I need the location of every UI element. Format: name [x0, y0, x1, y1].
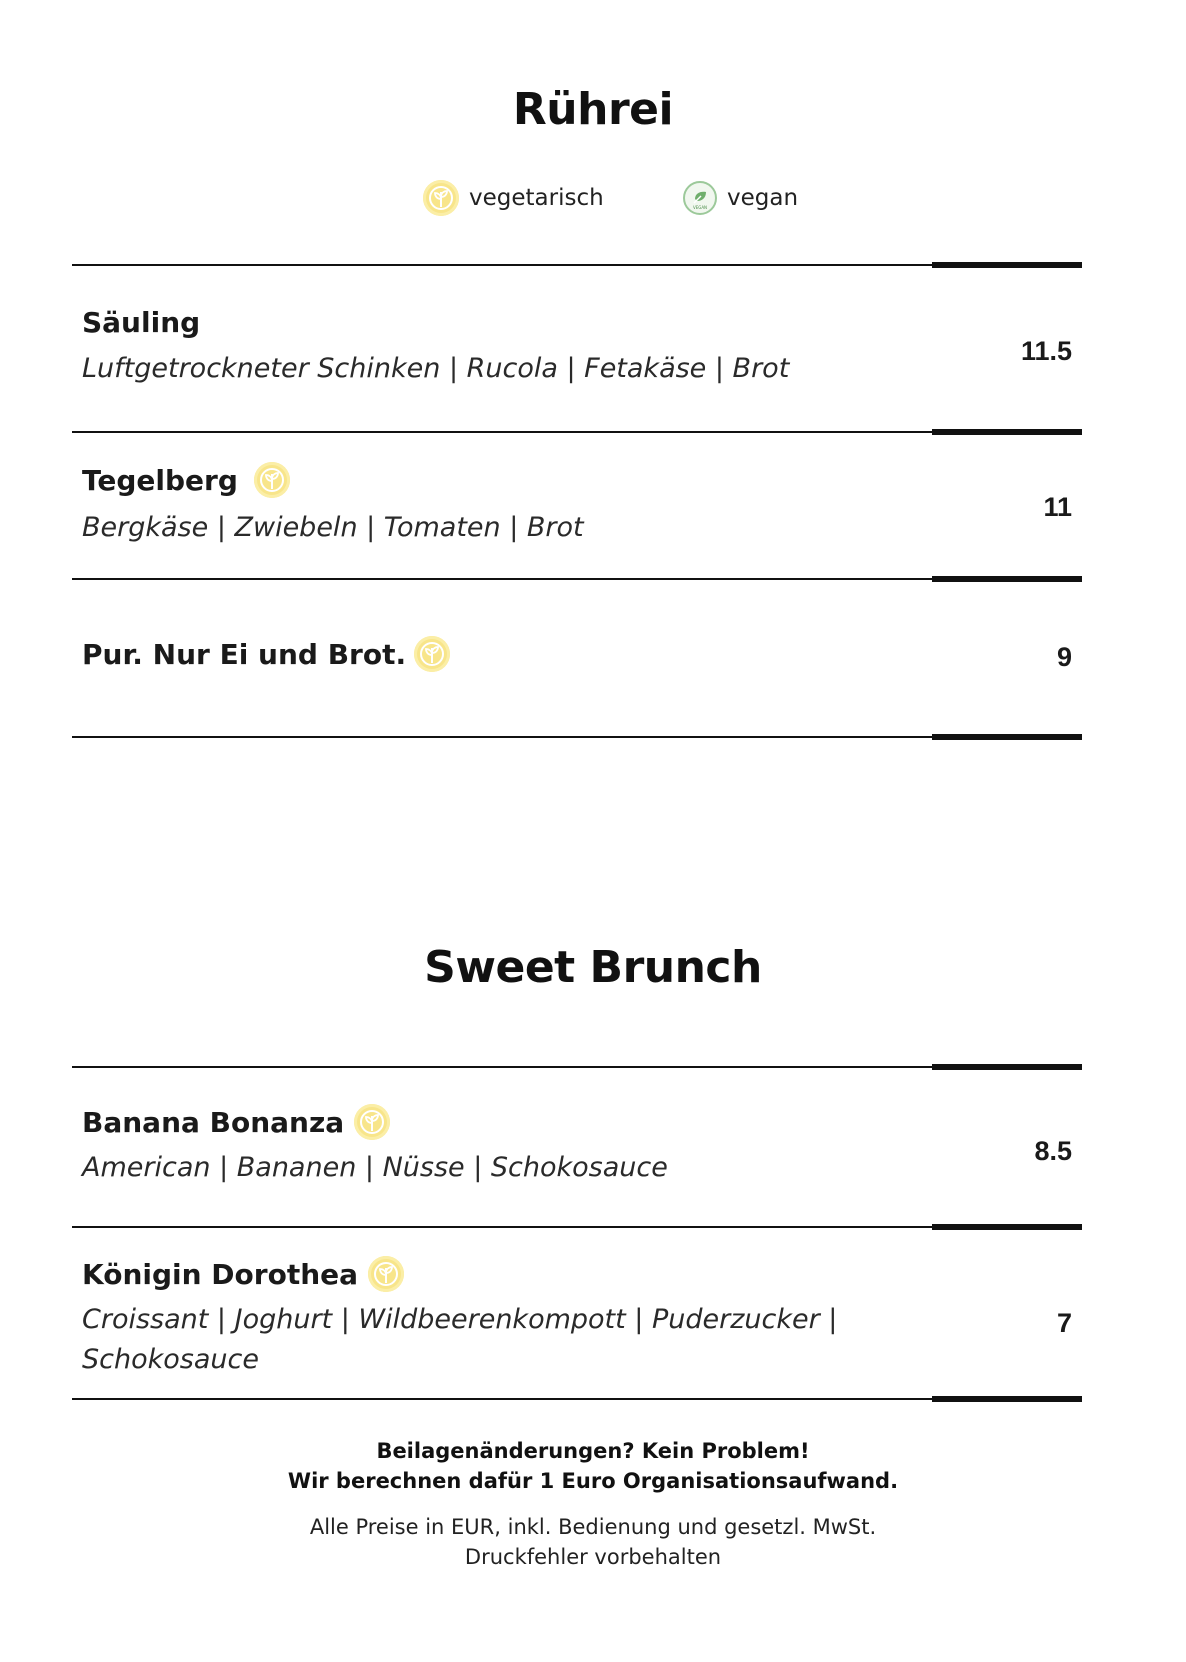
legend-vegetarian — [423, 178, 604, 218]
divider — [72, 431, 1082, 433]
menu-item-price: 9 — [1056, 642, 1072, 672]
menu-item-name: Banana Bonanza — [82, 1104, 1082, 1140]
menu-item-price: 8.5 — [1034, 1136, 1072, 1166]
divider — [72, 264, 1082, 266]
menu-item-name: Königin Dorothea — [82, 1256, 1082, 1292]
divider — [72, 736, 1082, 738]
footer-line: Druckfehler vorbehalten — [464, 1545, 722, 1569]
menu-item-name: Tegelberg — [82, 462, 1082, 498]
divider — [72, 1066, 1082, 1068]
menu-item-description-line: Schokosauce — [82, 1344, 259, 1375]
diet-legend — [0, 178, 1186, 218]
menu-item-koenigin-dorothea — [82, 1256, 1082, 1380]
menu-item-name: Pur. Nur Ei und Brot. — [82, 636, 1082, 672]
footer-side-change-note — [0, 1436, 1186, 1496]
divider-accent — [932, 1224, 1082, 1230]
menu-item-name: Säuling — [82, 306, 201, 339]
menu-item-pur — [82, 636, 1082, 672]
legend-vegan — [683, 178, 798, 218]
vegetarian-icon — [423, 180, 459, 216]
menu-item-price: 7 — [1056, 1308, 1072, 1338]
divider-accent — [932, 1396, 1082, 1402]
divider-accent — [932, 734, 1082, 740]
divider — [72, 1398, 1082, 1400]
vegan-icon — [683, 181, 717, 215]
section-title-ruehrei: Rührei — [512, 84, 674, 135]
footer-line: Alle Preise in EUR, inkl. Bedienung und gesetzl. MwSt. — [309, 1515, 877, 1539]
vegetarian-icon — [354, 1104, 390, 1140]
vegetarian-icon — [414, 636, 450, 672]
divider — [72, 578, 1082, 580]
divider-accent — [932, 1064, 1082, 1070]
menu-item-description: American | Bananen | Nüsse | Schokosauce — [82, 1152, 668, 1183]
vegetarian-icon — [368, 1256, 404, 1292]
divider-accent — [932, 429, 1082, 435]
vegetarian-icon — [254, 462, 290, 498]
menu-item-description-line: Croissant | Joghurt | Wildbeerenkompott | Puderzucker | — [82, 1304, 838, 1335]
legend-vegetarian-label: vegetarisch — [469, 185, 604, 211]
legend-vegan-label: vegan — [727, 185, 799, 211]
menu-item-description: Bergkäse | Zwiebeln | Tomaten | Brot — [82, 512, 584, 543]
menu-item-banana-bonanza — [82, 1104, 1082, 1188]
footer-line: Wir berechnen dafür 1 Euro Organisationsaufwand. — [287, 1469, 899, 1493]
menu-item-price: 11.5 — [1020, 336, 1072, 366]
section-title-sweet-brunch: Sweet Brunch — [424, 942, 762, 993]
menu-item-tegelberg — [82, 462, 1082, 548]
footer-line: Beilagenänderungen? Kein Problem! — [376, 1439, 810, 1463]
vegan-badge-text: VEGAN — [692, 205, 708, 210]
divider — [72, 1226, 1082, 1228]
divider-accent — [932, 262, 1082, 268]
footer-price-note — [0, 1512, 1186, 1572]
menu-item-price: 11 — [1043, 492, 1072, 522]
menu-item-description — [82, 1300, 902, 1380]
menu-item-saeuling — [82, 306, 1082, 389]
menu-item-description: Luftgetrockneter Schinken | Rucola | Fetakäse | Brot — [82, 353, 790, 384]
divider-accent — [932, 576, 1082, 582]
